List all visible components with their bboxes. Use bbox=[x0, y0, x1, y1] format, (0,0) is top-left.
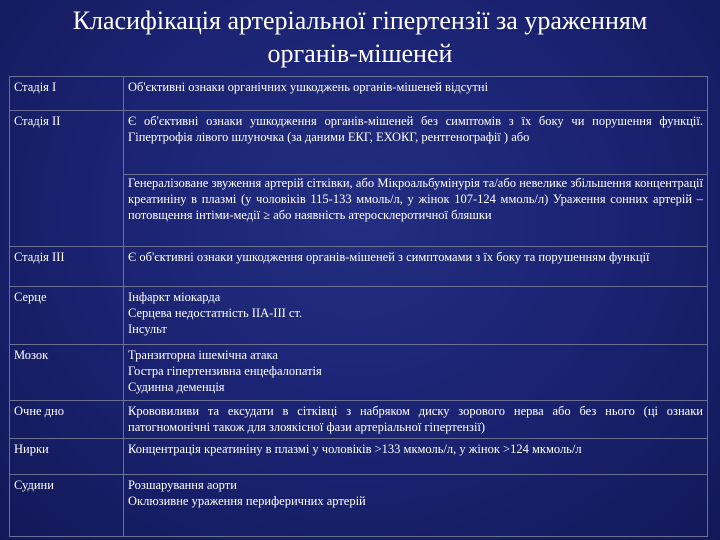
stage-3-label: Стадія ІІІ bbox=[10, 247, 124, 287]
description-line: Концентрація креатиніну в плазмі у чоловіків >133 мкмоль/л, у жінок >124 мкмоль/л bbox=[128, 442, 582, 456]
title-line-1: Класифікація артеріальної гіпертензії за ураженням bbox=[72, 6, 648, 35]
description-line: Транзиторна ішемічна атака bbox=[128, 348, 278, 362]
table-row-stage-1 bbox=[10, 77, 708, 111]
vessels-description bbox=[124, 475, 708, 537]
description-line: Гостра гіпертензивна енцефалопатія bbox=[128, 364, 322, 378]
table-row-stage-3 bbox=[10, 247, 708, 287]
description-line: Розшарування аорти bbox=[128, 478, 237, 492]
description-line: Інфаркт міокарда bbox=[128, 290, 221, 304]
description-line: Оклюзивне ураження периферичних артерій bbox=[128, 494, 366, 508]
description-line: Об'єктивні ознаки органічних ушкоджень органів-мішеней відсутні bbox=[128, 80, 489, 94]
stage-2-description bbox=[124, 111, 708, 175]
kidneys-description bbox=[124, 439, 708, 475]
table-row-brain bbox=[10, 345, 708, 401]
table-row-heart bbox=[10, 287, 708, 345]
classification-table bbox=[9, 76, 708, 537]
table-row-vessels bbox=[10, 475, 708, 537]
table-row-stage-2 bbox=[10, 111, 708, 175]
description-line: Судинна деменція bbox=[128, 380, 225, 394]
kidneys-label: Нирки bbox=[10, 439, 124, 475]
description-line: Є об'єктивні ознаки ушкодження органів-мішеней з симптомами з їх боку та порушенням функції bbox=[128, 250, 650, 264]
page-title bbox=[0, 4, 720, 70]
description-line: Крововиливи та ексудати в сітківці з набряком диску зорового нерва або без нього (ці ознаки патогномонічні також для злоякісної фази артеріальної гіпертензії) bbox=[128, 404, 703, 434]
stage-1-description bbox=[124, 77, 708, 111]
stage-3-description bbox=[124, 247, 708, 287]
heart-description bbox=[124, 287, 708, 345]
description-line: Інсульт bbox=[128, 322, 167, 336]
brain-label: Мозок bbox=[10, 345, 124, 401]
fundus-label: Очне дно bbox=[10, 401, 124, 439]
stage-1-label: Стадія І bbox=[10, 77, 124, 111]
table-row-kidneys bbox=[10, 439, 708, 475]
description-line: Серцева недостатність ІІА-ІІІ ст. bbox=[128, 306, 303, 320]
description-line: Є об'єктивні ознаки ушкодження органів-мішеней без симптомів з їх боку чи порушення функції. Гіпертрофія лівого шлуночка (за даними ЕКГ, ЕХОКГ, рентгенографії ) або bbox=[128, 114, 703, 144]
stage-2-label: Стадія ІІ bbox=[10, 111, 124, 247]
heart-label: Серце bbox=[10, 287, 124, 345]
title-line-2: органів-мішеней bbox=[267, 39, 453, 68]
vessels-label: Судини bbox=[10, 475, 124, 537]
fundus-description bbox=[124, 401, 708, 439]
table-row-fundus bbox=[10, 401, 708, 439]
brain-description bbox=[124, 345, 708, 401]
description-line: Генералізоване звуження артерій сітківки, або Мікроальбумінурія та/або невелике збільшення концентрації креатиніну в плазмі (у чоловіків 115-133 ммоль/л, у жінок 107-124 ммоль/л) Ураження сонних артерій – потовщення інтіми-медії ≥ або наявність атеросклеротичної бляшки bbox=[128, 176, 703, 222]
stage-2-description-continued bbox=[124, 175, 708, 247]
